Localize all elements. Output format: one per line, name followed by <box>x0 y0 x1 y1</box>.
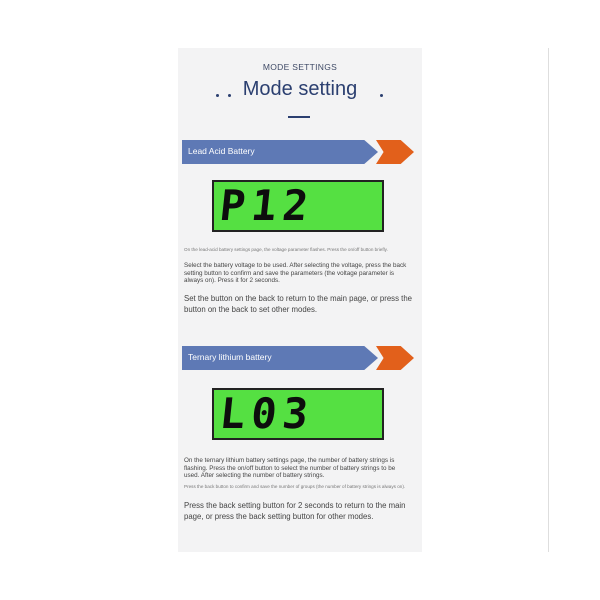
lcd-readout: L03 <box>217 389 317 438</box>
lead-acid-lcd-display <box>212 180 384 232</box>
ternary-lithium-section-header <box>182 346 414 370</box>
arrow-chevron-icon <box>376 346 414 370</box>
mode-settings-sheet <box>178 48 422 552</box>
lcd-readout: P12 <box>217 181 317 230</box>
ternary-lithium-return-text: Press the back setting button for 2 seconds to return to the main page, or press the back setting button for other modes. <box>184 501 406 521</box>
lead-acid-return-text: Set the button on the back to return to the main page, or press the button on the back to set other modes. <box>184 294 412 314</box>
ternary-lithium-label: Ternary lithium battery <box>188 352 272 362</box>
ternary-lithium-note: Press the back button to confirm and save the number of groups (the number of battery strings is always on). <box>184 484 406 489</box>
lead-acid-note: On the lead-acid battery settings page, the voltage parameter flashes. Press the on/off button briefly. <box>184 247 388 252</box>
lead-acid-label: Lead Acid Battery <box>188 146 255 156</box>
section-subtitle: MODE SETTINGS <box>262 62 338 72</box>
lead-acid-instructions: Select the battery voltage to be used. After selecting the voltage, press the back setting button to confirm and save the parameters (the voltage parameter is always on). Press it for 2 seconds. <box>184 262 407 285</box>
ternary-lithium-instructions: On the ternary lithium battery settings page, the number of battery strings is flashing. Press the on/off button to select the number of battery strings to be used. After selecting the number of battery strings. <box>184 457 396 480</box>
lead-acid-section-header <box>182 140 414 164</box>
ternary-lithium-lcd-display <box>212 388 384 440</box>
arrow-chevron-icon <box>376 140 414 164</box>
title-underline <box>288 116 310 118</box>
decor-dot-right <box>380 94 383 97</box>
right-divider <box>548 48 549 552</box>
page-title: Mode setting <box>242 78 358 100</box>
